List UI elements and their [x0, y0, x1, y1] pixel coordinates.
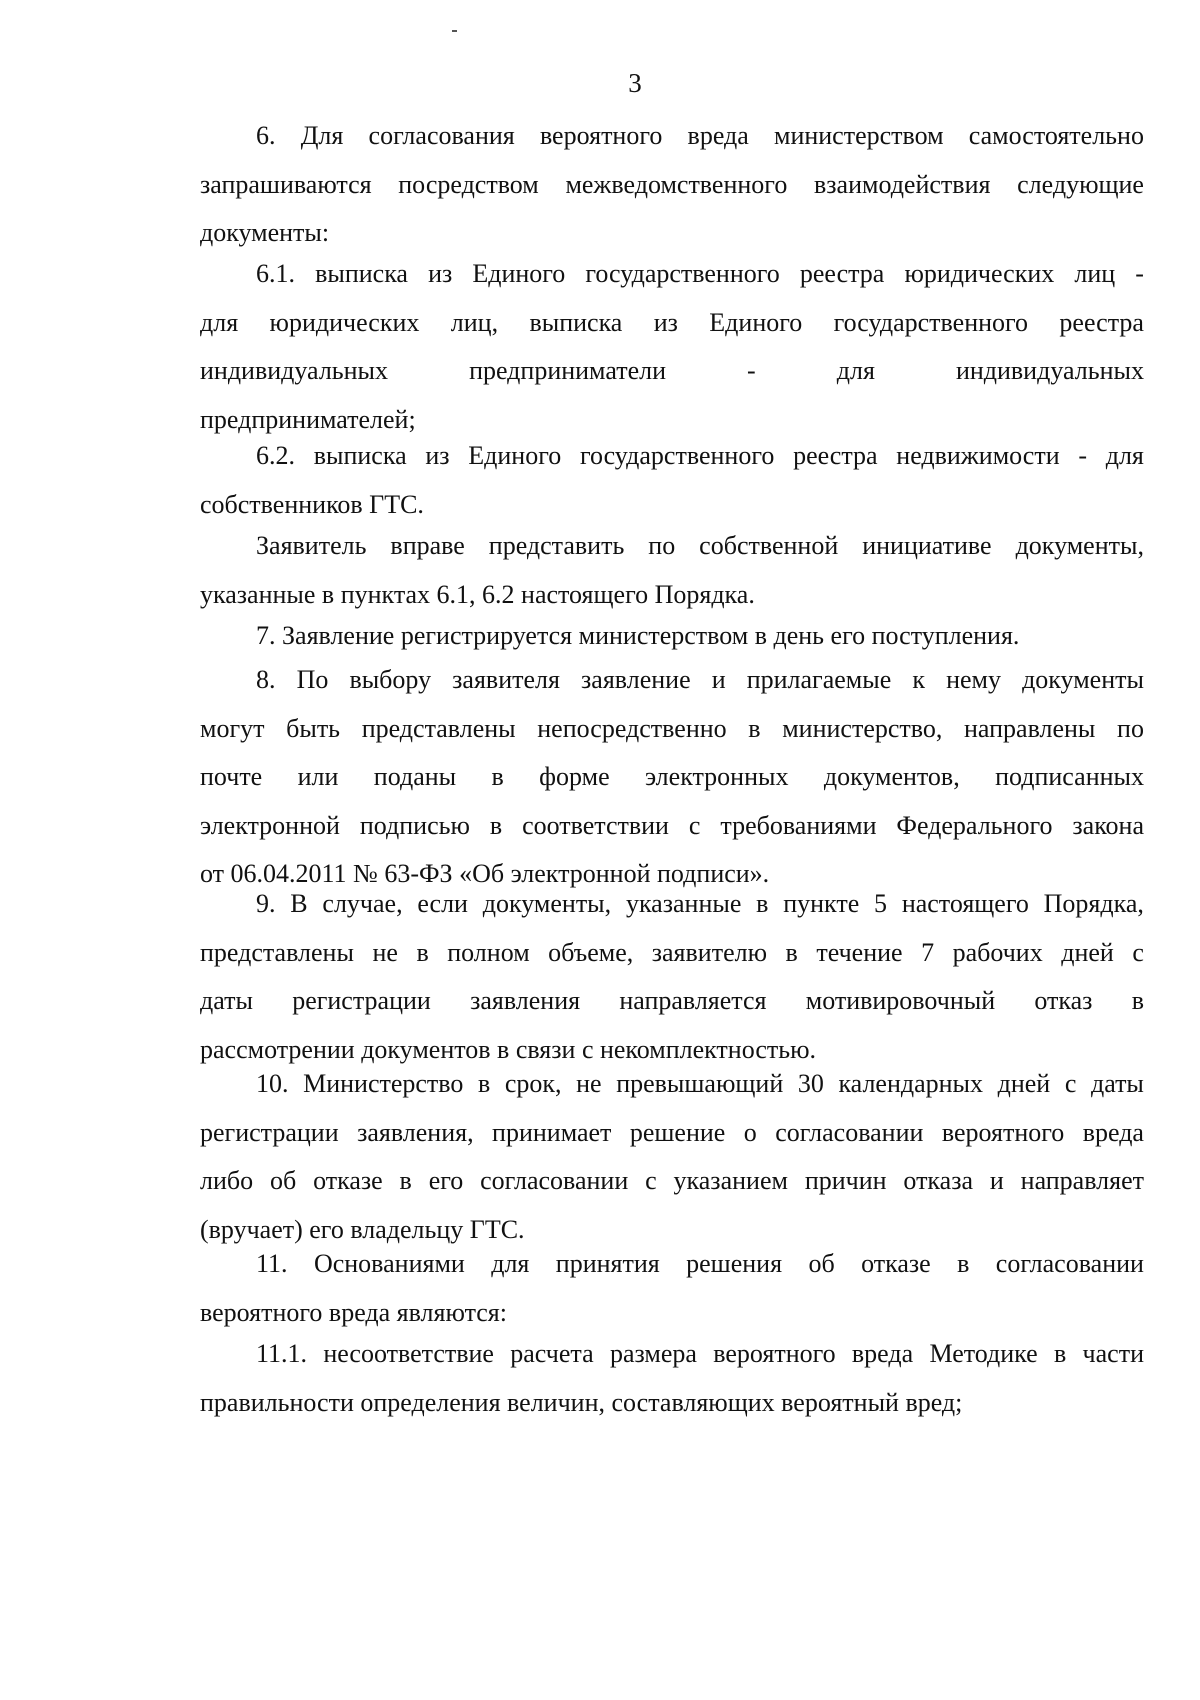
text-line: указанные в пунктах 6.1, 6.2 настоящего Порядка.	[200, 579, 755, 609]
paragraph-applicant	[200, 522, 1144, 619]
word: взаимодействия	[814, 169, 991, 199]
text-line	[200, 977, 1144, 1026]
word: закона	[1072, 810, 1144, 840]
word: непосредственно	[537, 713, 727, 743]
text-line	[200, 880, 1144, 929]
word: принимает	[492, 1117, 612, 1147]
paragraph-7	[200, 612, 1144, 661]
word: в	[489, 810, 503, 840]
text-line	[200, 705, 1144, 754]
word: вероятного	[941, 1117, 1065, 1147]
word: настоящего	[901, 889, 1029, 918]
word: -	[1078, 441, 1087, 470]
word: дней	[1061, 937, 1114, 967]
word: нему	[946, 665, 1001, 694]
word: быть	[286, 713, 341, 743]
word: с	[1064, 1069, 1077, 1098]
word: межведомственного	[565, 169, 788, 199]
word: не	[576, 1069, 602, 1098]
word: лиц	[1074, 259, 1116, 288]
word: индивидуальных	[200, 356, 389, 385]
text-line	[200, 929, 1144, 978]
word: отказ	[1034, 986, 1093, 1015]
paragraph-11	[200, 1240, 1144, 1337]
text-line	[200, 1240, 1144, 1289]
word: юридических	[904, 259, 1055, 288]
text-line	[200, 1060, 1144, 1109]
paragraph-6-1	[200, 250, 1144, 444]
text-line: правильности определения величин, составляющих вероятный вред;	[200, 1387, 963, 1417]
word: направляется	[619, 986, 767, 1015]
word: в	[1053, 1339, 1067, 1368]
word: части	[1082, 1339, 1144, 1368]
word: его	[428, 1166, 464, 1195]
word: выписка	[529, 307, 623, 337]
word: вреда	[851, 1339, 914, 1368]
word: -	[747, 356, 756, 385]
word: отказа	[903, 1166, 974, 1195]
paragraph-11-1	[200, 1330, 1144, 1427]
word: принятия	[555, 1249, 660, 1278]
word: вправе	[390, 531, 465, 560]
text-line: от 06.04.2011 № 63-ФЗ «Об электронной подписи».	[200, 859, 770, 888]
paragraph-8	[200, 656, 1144, 899]
word: 30	[797, 1069, 824, 1098]
text-line	[200, 299, 1144, 348]
word: указанием	[673, 1166, 788, 1195]
word: Заявитель	[256, 531, 367, 560]
word: несоответствие	[323, 1339, 494, 1368]
word: Основаниями	[313, 1249, 465, 1278]
word: выписка	[315, 259, 408, 288]
word: 10.	[256, 1069, 289, 1098]
word: заявления,	[357, 1117, 474, 1147]
word: подписью	[359, 810, 470, 840]
word: направлены	[964, 713, 1096, 743]
word: индивидуальных	[955, 356, 1144, 385]
word: и	[711, 665, 726, 694]
word: пункте	[783, 889, 860, 918]
word: представлены	[361, 713, 516, 743]
word: в	[416, 937, 429, 967]
word: в	[756, 889, 769, 918]
word: выбору	[349, 665, 432, 694]
text-line: рассмотрении документов в связи с некомплектностью.	[200, 1034, 817, 1064]
text-line: документы:	[200, 218, 330, 247]
word: причин	[804, 1166, 887, 1195]
word: в	[1131, 986, 1144, 1015]
word: направляет	[1020, 1166, 1144, 1195]
word: об	[269, 1166, 297, 1195]
word: не	[372, 937, 398, 967]
word: государственного	[585, 259, 780, 288]
word: даты	[200, 986, 253, 1015]
text-line	[200, 250, 1144, 299]
word: решение	[629, 1117, 726, 1147]
word: предприниматели	[469, 356, 666, 385]
word: в	[785, 937, 798, 967]
word: заявителя	[452, 665, 560, 694]
text-line: (вручает) его владельцу ГТС.	[200, 1214, 525, 1244]
word: Единого	[709, 307, 803, 337]
text-line: вероятного вреда являются:	[200, 1297, 507, 1327]
word: могут	[200, 713, 265, 743]
word: 11.	[256, 1249, 288, 1278]
word: министерством	[773, 121, 944, 150]
word: отказе	[861, 1249, 931, 1278]
text-line	[200, 1109, 1144, 1158]
word: согласования	[368, 121, 515, 150]
text-line	[200, 522, 1144, 571]
word: мотивировочный	[805, 986, 996, 1015]
word: форме	[539, 762, 610, 791]
word: запрашиваются	[200, 169, 372, 199]
text-line	[200, 656, 1144, 705]
word: следующие	[1017, 169, 1144, 199]
word: согласовании	[775, 1117, 924, 1147]
word: -	[1135, 259, 1144, 288]
word: течение	[816, 937, 903, 967]
text-line	[200, 347, 1144, 396]
text-line	[200, 1330, 1144, 1379]
word: для	[491, 1249, 530, 1278]
word: и	[989, 1166, 1004, 1195]
word: согласовании	[995, 1249, 1144, 1278]
text-line	[200, 432, 1144, 481]
word: 11.1.	[256, 1339, 308, 1368]
word: полном	[447, 937, 530, 967]
word: Единого	[468, 441, 562, 470]
word: вероятного	[713, 1339, 836, 1368]
word: Единого	[472, 259, 566, 288]
word: реестра	[799, 259, 885, 288]
paragraph-6	[200, 112, 1144, 258]
word: реестра	[793, 441, 878, 470]
text-line	[200, 112, 1144, 161]
text-line	[200, 161, 1144, 210]
text-line: собственников ГТС.	[200, 489, 424, 519]
word: или	[297, 762, 339, 791]
word: реестра	[1059, 307, 1144, 337]
word: по	[648, 531, 676, 560]
word: вреда	[1082, 1117, 1144, 1147]
word: регистрации	[292, 986, 431, 1015]
word: объеме,	[548, 937, 634, 967]
word: заявление	[581, 665, 691, 694]
word: соответствии	[522, 810, 669, 840]
word: вреда	[687, 121, 749, 150]
word: для	[1105, 441, 1144, 470]
word: 6.2.	[256, 441, 295, 470]
word: превышающий	[616, 1069, 784, 1098]
text-line	[200, 1157, 1144, 1206]
word: из	[653, 307, 678, 337]
page-number: 3	[628, 68, 642, 98]
word: для	[200, 307, 239, 337]
word: недвижимости	[896, 441, 1060, 470]
word: рабочих	[952, 937, 1043, 967]
word: 7	[921, 937, 935, 967]
word: самостоятельно	[968, 121, 1144, 150]
word: об	[808, 1249, 835, 1278]
word: расчета	[510, 1339, 594, 1368]
word: документы,	[482, 889, 612, 918]
word: документов,	[823, 762, 960, 791]
text-line: 7. Заявление регистрируется министерством в день его поступления.	[256, 621, 1020, 650]
word: посредством	[398, 169, 539, 199]
word: срок,	[504, 1069, 562, 1098]
word: с	[1132, 937, 1144, 967]
word: в	[748, 713, 761, 743]
word: подписанных	[995, 762, 1144, 791]
word: 8.	[256, 665, 276, 694]
word: почте	[200, 762, 263, 791]
word: Министерство	[303, 1069, 464, 1098]
word: электронных	[644, 762, 789, 791]
word: 6.	[256, 121, 276, 150]
word: дней	[997, 1069, 1051, 1098]
word: для	[836, 356, 875, 385]
word: лиц,	[450, 307, 499, 337]
paragraph-9	[200, 880, 1144, 1074]
word: Для	[300, 121, 344, 150]
word: вероятного	[539, 121, 663, 150]
word: представить	[488, 531, 625, 560]
word: Федерального	[896, 810, 1053, 840]
word: собственной	[699, 531, 839, 560]
word: в	[957, 1249, 970, 1278]
word: из	[425, 441, 450, 470]
word: электронной	[200, 810, 340, 840]
scan-mark	[452, 30, 457, 32]
word: либо	[200, 1166, 254, 1195]
word: 9.	[256, 889, 276, 918]
word: требованиями	[720, 810, 877, 840]
word: отказе	[313, 1166, 383, 1195]
word: календарных	[838, 1069, 984, 1098]
word: о	[743, 1117, 757, 1147]
word: из	[428, 259, 453, 288]
word: с	[645, 1166, 657, 1195]
paragraph-10	[200, 1060, 1144, 1254]
word: в	[478, 1069, 491, 1098]
word: выписка	[313, 441, 407, 470]
word: с	[688, 810, 701, 840]
word: поданы	[373, 762, 457, 791]
word: по	[1117, 713, 1144, 743]
word: прилагаемые	[746, 665, 892, 694]
word: документы	[1022, 665, 1144, 694]
word: 5	[874, 889, 888, 918]
word: случае,	[322, 889, 403, 918]
text-line: предпринимателей;	[200, 404, 416, 434]
word: государственного	[833, 307, 1029, 337]
word: Методике	[929, 1339, 1038, 1368]
word: юридических	[269, 307, 420, 337]
paragraph-6-2	[200, 432, 1144, 529]
word: согласовании	[480, 1166, 629, 1195]
word: к	[912, 665, 925, 694]
word: заявителю	[651, 937, 768, 967]
text-line	[200, 802, 1144, 851]
word: Порядка,	[1043, 889, 1144, 918]
word: если	[417, 889, 468, 918]
word: государственного	[579, 441, 775, 470]
word: По	[296, 665, 329, 694]
text-line	[200, 753, 1144, 802]
word: в	[491, 762, 504, 791]
word: решения	[686, 1249, 783, 1278]
word: документы,	[1015, 531, 1144, 560]
word: размера	[609, 1339, 697, 1368]
word: В	[290, 889, 308, 918]
word: 6.1.	[256, 259, 295, 288]
word: даты	[1090, 1069, 1144, 1098]
word: инициативе	[862, 531, 992, 560]
word: указанные	[625, 889, 742, 918]
word: представлены	[200, 937, 354, 967]
word: министерство,	[782, 713, 943, 743]
word: в	[399, 1166, 412, 1195]
word: регистрации	[200, 1117, 339, 1147]
word: заявления	[470, 986, 581, 1015]
